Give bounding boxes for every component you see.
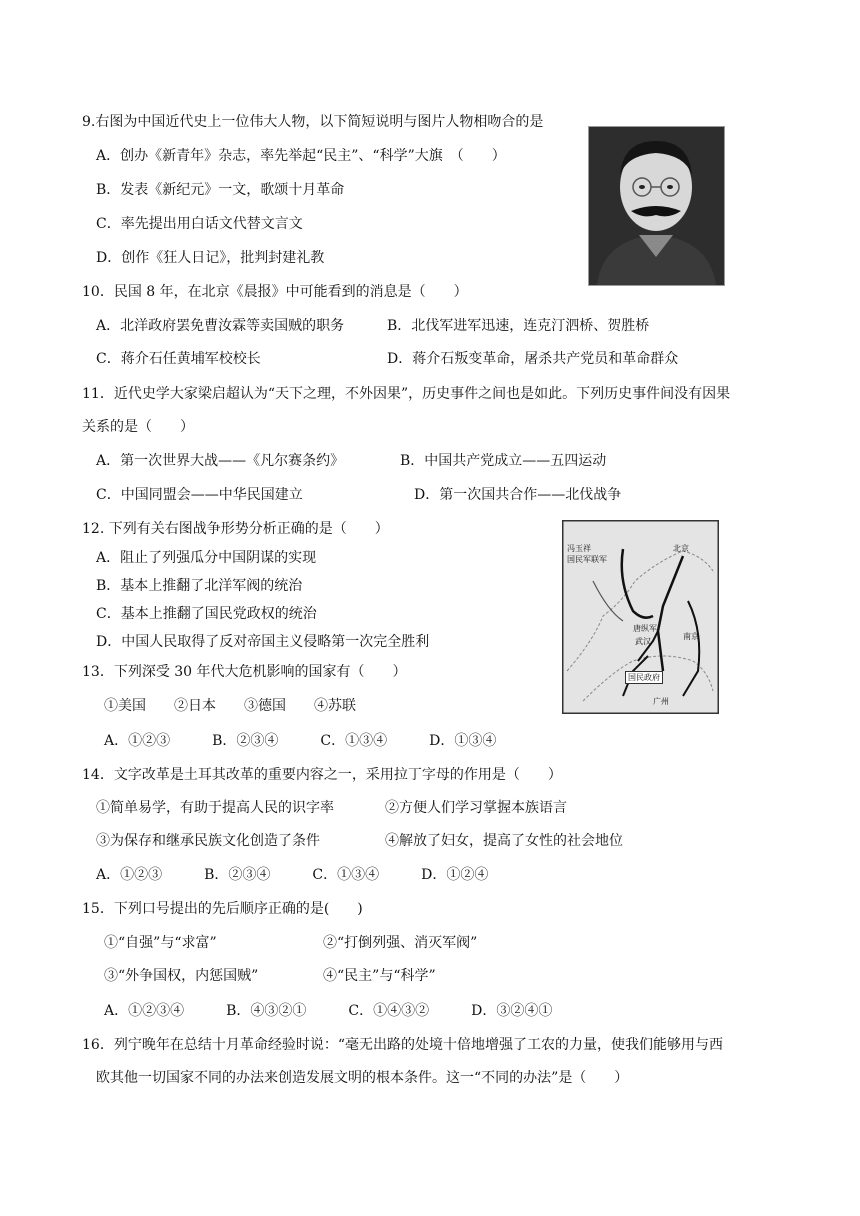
q11-option-b: B．中国共产党成立——五四运动	[400, 453, 607, 469]
q11-stem-line2: 关系的是（ ）	[82, 419, 194, 435]
q11-option-a: A．第一次世界大战——《凡尔赛条约》	[96, 453, 345, 469]
q11-option-c: C．中国同盟会——中华民国建立	[96, 487, 303, 503]
map-label-national-gov: 国民政府	[625, 671, 663, 684]
q14-options: A．①②③ B．②③④ C．①③④ D．①②④	[96, 867, 489, 883]
map-label-beijing: 北京	[673, 544, 689, 553]
portrait-photo	[588, 126, 725, 286]
q10-option-a: A．北洋政府罢免曹汝霖等卖国贼的职务	[96, 318, 345, 334]
q15-item-3: ③“外争国权，内惩国贼”	[104, 968, 259, 984]
q13-stem: 13．下列深受 30 年代大危机影响的国家有（ ）	[82, 664, 407, 680]
q14-stem: 14．文字改革是土耳其改革的重要内容之一，采用拉丁字母的作用是（ ）	[82, 767, 562, 783]
q16-stem-line1: 16．列宁晚年在总结十月革命经验时说：“毫无出路的处境十倍地增强了工农的力量，使我们能够用与西	[82, 1037, 723, 1053]
q12-option-b: B．基本上推翻了北洋军阀的统治	[96, 578, 303, 594]
q14-item-3: ③为保存和继承民族文化创造了条件	[96, 833, 320, 849]
map-label-tangjun: 唐纵军	[633, 624, 657, 633]
map-label-guominjun: 国民军联军	[567, 555, 607, 564]
map-label-guangzhou: 广州	[653, 697, 669, 706]
q14-item-2: ②方便人们学习掌握本族语言	[385, 800, 567, 816]
q9-option-a: A．创办《新青年》杂志，率先举起“民主”、“科学”大旗 （ ）	[96, 148, 506, 164]
map-label-feng: 冯玉祥	[567, 544, 591, 553]
q11-option-d: D．第一次国共合作——北伐战争	[414, 487, 622, 503]
q12-option-a: A．阻止了列强瓜分中国阴谋的实现	[96, 550, 317, 566]
q14-item-4: ④解放了妇女，提高了女性的社会地位	[385, 833, 623, 849]
q15-options: A．①②③④ B．④③②① C．①④③② D．③②④①	[104, 1003, 553, 1019]
q14-item-1: ①简单易学，有助于提高人民的识字率	[96, 800, 334, 816]
q10-option-b: B．北伐军进军迅速，连克汀泗桥、贺胜桥	[387, 318, 650, 334]
war-situation-map	[562, 520, 719, 714]
q13-options: A．①②③ B．②③④ C．①③④ D．①③④	[104, 733, 497, 749]
q12-option-d: D．中国人民取得了反对帝国主义侵略第一次完全胜利	[96, 634, 430, 650]
q9-option-c: C．率先提出用白话文代替文言文	[96, 216, 303, 232]
q9-option-d: D．创作《狂人日记》，批判封建礼教	[96, 250, 325, 266]
q15-stem: 15．下列口号提出的先后顺序正确的是( )	[82, 901, 363, 917]
q10-option-d: D．蒋介石叛变革命，屠杀共产党员和革命群众	[387, 351, 679, 367]
map-label-nanjing: 南京	[683, 632, 699, 641]
map-label-wuhan: 武汉	[635, 637, 651, 646]
q13-items: ①美国 ②日本 ③德国 ④苏联	[104, 698, 356, 714]
q15-item-4: ④“民主”与“科学”	[323, 968, 436, 984]
q12-stem: 12. 下列有关右图战争形势分析正确的是（ ）	[82, 521, 389, 537]
q9-stem: 9.右图为中国近代史上一位伟大人物，以下简短说明与图片人物相吻合的是	[82, 114, 544, 130]
q10-stem: 10．民国 8 年，在北京《晨报》中可能看到的消息是（ ）	[82, 284, 468, 300]
q15-item-2: ②“打倒列强、消灭军阀”	[323, 935, 478, 951]
q12-option-c: C．基本上推翻了国民党政权的统治	[96, 606, 317, 622]
q9-option-b: B．发表《新纪元》一文，歌颂十月革命	[96, 182, 345, 198]
q10-option-c: C．蒋介石任黄埔军校校长	[96, 351, 261, 367]
q16-stem-line2: 欧其他一切国家不同的办法来创造发展文明的根本条件。这一“不同的办法”是（ ）	[96, 1070, 629, 1086]
q11-stem-line1: 11．近代史学大家梁启超认为“天下之理，不外因果”，历史事件之间也是如此。下列历史事件间没有因果	[82, 386, 731, 402]
q15-item-1: ①“自强”与“求富”	[104, 935, 217, 951]
